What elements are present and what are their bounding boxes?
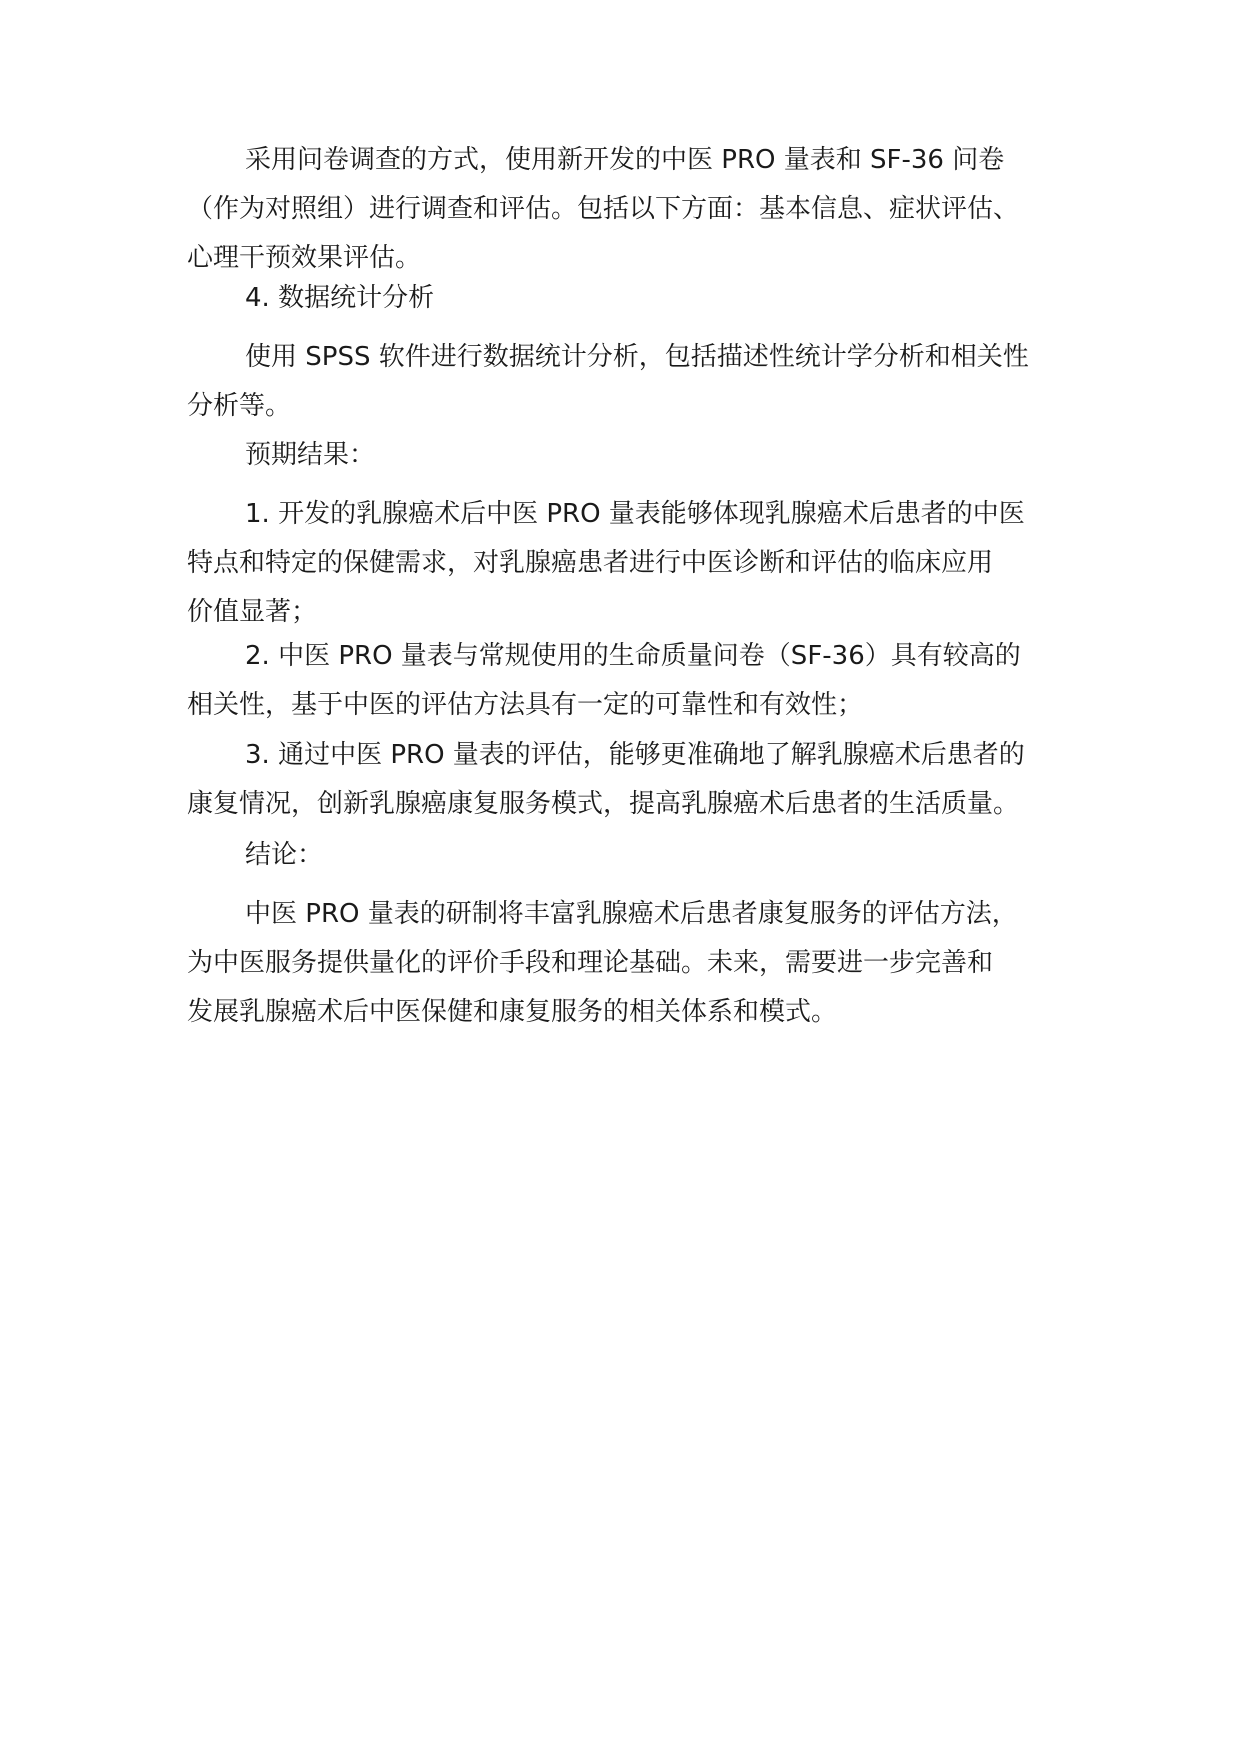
text-line: 相关性，基于中医的评估方法具有一定的可靠性和有效性；: [187, 690, 864, 720]
paragraph-conclusion: [187, 890, 1087, 1037]
text-line: 1. 开发的乳腺癌术后中医 PRO 量表能够体现乳腺癌术后患者的中医: [245, 499, 1025, 529]
paragraph-result-2: [187, 632, 1087, 730]
text-line: 使用 SPSS 软件进行数据统计分析，包括描述性统计学分析和相关性: [245, 342, 1029, 372]
paragraph-result-1: [187, 490, 1087, 637]
heading-text: 结论：: [245, 840, 324, 870]
text-line: 为中医服务提供量化的评价手段和理论基础。未来，需要进一步完善和: [187, 948, 994, 978]
heading-expected-results: [187, 431, 1087, 480]
text-line: 价值显著；: [187, 597, 318, 627]
heading-text: 预期结果：: [245, 440, 376, 470]
heading-text: 4. 数据统计分析: [245, 283, 435, 313]
text-line: 采用问卷调查的方式，使用新开发的中医 PRO 量表和 SF-36 问卷: [245, 145, 1005, 175]
text-line: 心理干预效果评估。: [187, 243, 422, 273]
text-line: 发展乳腺癌术后中医保健和康复服务的相关体系和模式。: [187, 997, 838, 1027]
text-line: 2. 中医 PRO 量表与常规使用的生命质量问卷（SF-36）具有较高的: [245, 641, 1021, 671]
text-line: 3. 通过中医 PRO 量表的评估，能够更准确地了解乳腺癌术后患者的: [245, 740, 1025, 770]
text-line: （作为对照组）进行调查和评估。包括以下方面：基本信息、症状评估、: [187, 194, 1020, 224]
text-line: 分析等。: [187, 391, 292, 421]
heading-data-analysis: [187, 274, 1087, 323]
heading-conclusion: [187, 831, 1087, 880]
text-line: 康复情况，创新乳腺癌康复服务模式，提高乳腺癌术后患者的生活质量。: [187, 789, 1020, 819]
text-line: 特点和特定的保健需求，对乳腺癌患者进行中医诊断和评估的临床应用: [187, 548, 994, 578]
paragraph-analysis-method: [187, 333, 1087, 431]
paragraph-survey-method: [187, 136, 1087, 283]
paragraph-result-3: [187, 731, 1087, 829]
text-line: 中医 PRO 量表的研制将丰富乳腺癌术后患者康复服务的评估方法，: [245, 899, 1018, 929]
